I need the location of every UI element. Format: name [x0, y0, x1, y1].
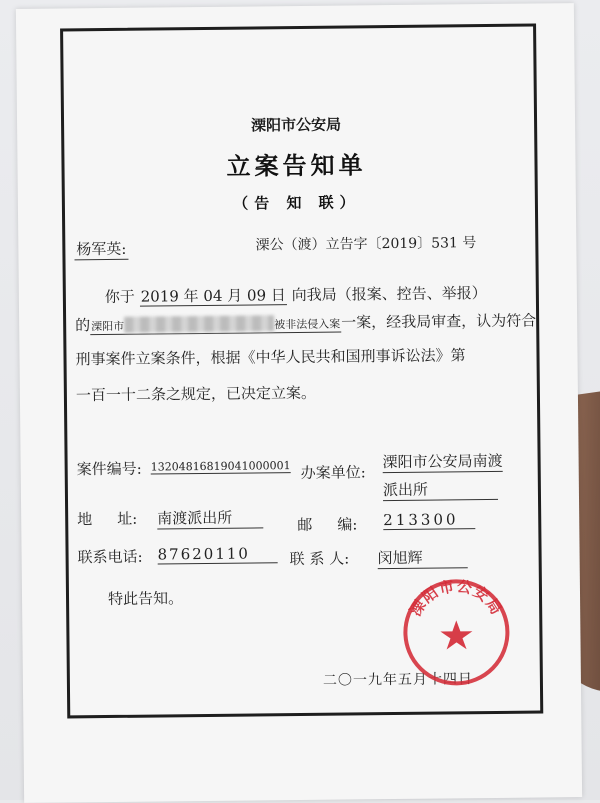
report-date: 2019 年 04 月 09 日 — [140, 286, 286, 306]
agency-name: 溧阳市公安局 — [250, 115, 342, 135]
issue-date: 二〇一九年五月十四日 — [322, 671, 473, 689]
postcode-value: 213300 — [383, 510, 475, 530]
closing-text: 特此告知。 — [107, 589, 184, 609]
notice-paper — [16, 3, 582, 803]
line1-suffix: 向我局（报案、控告、举报） — [291, 284, 487, 305]
contact-label: 联 系 人: — [289, 549, 350, 569]
line1-prefix: 你于 — [104, 287, 135, 307]
postcode-label-a: 邮 — [297, 515, 313, 535]
address-label-b: 址: — [117, 509, 138, 528]
document-title: 立案告知单 — [226, 150, 367, 181]
postcode-label-b: 编: — [337, 515, 358, 534]
official-seal — [400, 576, 513, 689]
handling-unit-label: 办案单位: — [300, 463, 366, 482]
document-subtitle: （告 知 联） — [233, 193, 361, 213]
contact-value: 闵旭辉 — [378, 546, 468, 569]
case-place: 溧阳市 — [91, 319, 125, 334]
line2-suffix: 一案，经我局审查，认为符合 — [341, 311, 537, 332]
phone-value: 87620110 — [157, 544, 277, 564]
star-icon — [440, 620, 472, 649]
line2-prefix: 的 — [75, 316, 91, 335]
case-number-label: 案件编号: — [76, 459, 142, 479]
body-line-4: 一百一十二条之规定，已决定立案。 — [75, 383, 317, 405]
handling-unit-line-1: 溧阳市公安局南渡 — [382, 451, 503, 472]
body-line-3: 刑事案件立案条件，根据《中华人民共和国刑事诉讼法》第 — [75, 346, 466, 369]
case-name: 被非法侵入案 — [274, 317, 341, 332]
phone-label: 联系电话: — [77, 547, 143, 567]
handling-unit-line-2: 派出所 — [383, 478, 498, 501]
address-value: 南渡派出所 — [157, 506, 263, 529]
seal-text: 溧阳市公安局 — [406, 576, 507, 620]
address-label-a: 地 — [77, 510, 93, 529]
recipient-name: 杨军英: — [74, 238, 128, 261]
case-number-value: 13204816819041000001 — [150, 459, 291, 474]
document-number: 溧公（渡）立告字〔2019〕531 号 — [255, 235, 477, 254]
redacted-region — [124, 315, 274, 333]
